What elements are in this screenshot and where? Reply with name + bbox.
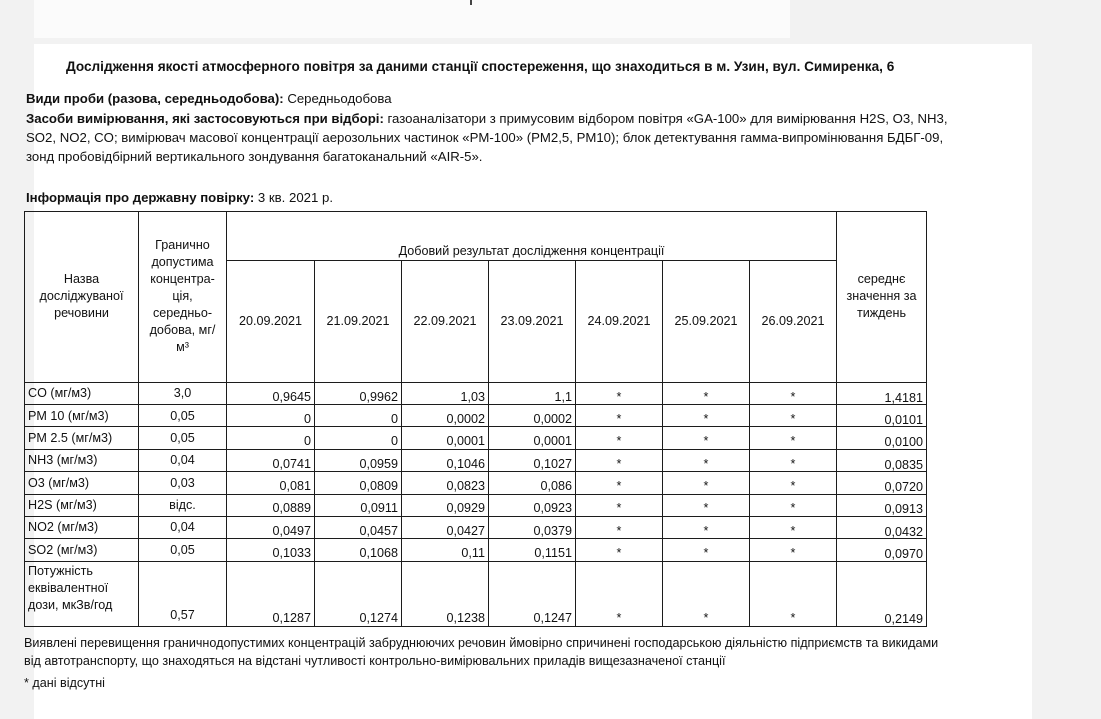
daily-value: 1,1: [489, 382, 576, 404]
previous-page-strip: [34, 0, 790, 38]
date-header: 25.09.2021: [663, 261, 750, 383]
weekly-average-value: 0,0970: [837, 539, 927, 561]
daily-value: 0: [315, 405, 402, 427]
weekly-average-value: 0,0720: [837, 472, 927, 494]
daily-value: 0: [227, 427, 315, 449]
daily-value: 0,0001: [402, 427, 489, 449]
verification-line: [26, 190, 333, 205]
sample-type-label: Види проби (разова, середньодобова):: [26, 91, 284, 106]
missing-value: *: [576, 472, 663, 494]
daily-value: 0,1274: [315, 561, 402, 626]
daily-value: 0,0427: [402, 516, 489, 538]
weekly-average-value: 0,0432: [837, 516, 927, 538]
daily-value: 0,086: [489, 472, 576, 494]
missing-value: *: [750, 382, 837, 404]
date-header: 23.09.2021: [489, 261, 576, 383]
missing-value: *: [750, 561, 837, 626]
exceedance-note: Виявлені перевищення граничнодопустимих концентрацій забруднюючих речовин ймовірно спричинені господарською діяльністю підприємств та викидами від автотранспорту, що знаходяться на відстані чутливості контрольно-вимірювальних приладів вищезазначеної станції: [24, 636, 939, 668]
table-row: [25, 561, 927, 626]
date-header: 22.09.2021: [402, 261, 489, 383]
date-header: 20.09.2021: [227, 261, 315, 383]
daily-value: 0,0741: [227, 449, 315, 471]
substance-name: O3 (мг/м3): [25, 472, 139, 494]
daily-value: 0,0497: [227, 516, 315, 538]
missing-value: *: [663, 472, 750, 494]
missing-value: *: [750, 516, 837, 538]
substance-name: H2S (мг/м3): [25, 494, 139, 516]
daily-value: 0,11: [402, 539, 489, 561]
daily-value: 0,081: [227, 472, 315, 494]
missing-value: *: [576, 449, 663, 471]
substance-name: SO2 (мг/м3): [25, 539, 139, 561]
equipment-label: Засоби вимірювання, які застосовуються при відборі:: [26, 111, 384, 126]
weekly-average-value: 0,0913: [837, 494, 927, 516]
daily-value: 0: [227, 405, 315, 427]
daily-value: 0,1238: [402, 561, 489, 626]
missing-value: *: [750, 427, 837, 449]
missing-value: *: [576, 405, 663, 427]
verification-value: 3 кв. 2021 р.: [257, 190, 333, 205]
limit-value: 0,05: [139, 405, 227, 427]
daily-value: 0,0809: [315, 472, 402, 494]
missing-value: *: [750, 494, 837, 516]
missing-value: *: [750, 539, 837, 561]
missing-value: *: [663, 382, 750, 404]
table-row: [25, 516, 927, 538]
daily-value: 0,0002: [489, 405, 576, 427]
table-row: [25, 539, 927, 561]
missing-value: *: [663, 427, 750, 449]
equipment-paragraph: [26, 109, 966, 166]
missing-data-footnote: * дані відсутні: [24, 676, 105, 690]
weekly-average-value: 0,2149: [837, 561, 927, 626]
daily-results-header: Добовий результат дослідження концентрації: [227, 212, 837, 261]
daily-value: 0,1287: [227, 561, 315, 626]
sample-type-value: Середньодобова: [287, 91, 392, 106]
daily-value: 0,1046: [402, 449, 489, 471]
daily-value: 0,0002: [402, 405, 489, 427]
table-body: [25, 212, 927, 627]
daily-value: 0,0911: [315, 494, 402, 516]
weekly-average-value: 0,0101: [837, 405, 927, 427]
missing-value: *: [750, 472, 837, 494]
results-table: [24, 211, 927, 627]
limit-value: 0,05: [139, 539, 227, 561]
daily-value: 0,0889: [227, 494, 315, 516]
limit-value: 0,04: [139, 449, 227, 471]
limit-value: 3,0: [139, 382, 227, 404]
missing-value: *: [576, 382, 663, 404]
daily-value: 0,1247: [489, 561, 576, 626]
missing-value: *: [663, 539, 750, 561]
daily-value: 0,0923: [489, 494, 576, 516]
limit-header: Гранично допустима концентра-ція, середньо-добова, мг/м³: [139, 212, 227, 383]
missing-value: *: [663, 516, 750, 538]
daily-value: 0,1027: [489, 449, 576, 471]
date-header: 21.09.2021: [315, 261, 402, 383]
sample-type-line: [26, 89, 966, 108]
weekly-average-value: 1,4181: [837, 382, 927, 404]
weekly-average-header: середнє значення за тиждень: [837, 212, 927, 383]
daily-value: 0,0379: [489, 516, 576, 538]
substance-name: NH3 (мг/м3): [25, 449, 139, 471]
scan-mark: [470, 0, 472, 5]
missing-value: *: [576, 427, 663, 449]
equipment-value: газоаналізатори з примусовим відбором повітря «GA-100» для вимірювання H2S, O3, NH3, SO2, NO2, CO; вимірювач масової концентрації аерозольних частинок «PM-100» (PM2,5, PM10); блок детектування гамма-випромінювання БДБГ-09, зонд пробовідбірний вертикального зондування багатоканальний «AIR-5».: [26, 111, 948, 164]
daily-value: 1,03: [402, 382, 489, 404]
daily-value: 0,0001: [489, 427, 576, 449]
table-row: [25, 405, 927, 427]
missing-value: *: [576, 494, 663, 516]
daily-value: 0,0959: [315, 449, 402, 471]
missing-value: *: [663, 494, 750, 516]
limit-value: 0,04: [139, 516, 227, 538]
substance-name: PM 10 (мг/м3): [25, 405, 139, 427]
missing-value: *: [576, 561, 663, 626]
daily-value: 0: [315, 427, 402, 449]
document-title: Дослідження якості атмосферного повітря за даними станції спостереження, що знаходиться в м. Узин, вул. Симиренка, 6: [66, 59, 895, 74]
substance-name: CO (мг/м3): [25, 382, 139, 404]
daily-value: 0,0929: [402, 494, 489, 516]
date-header: 24.09.2021: [576, 261, 663, 383]
table-row: [25, 427, 927, 449]
limit-value: відс.: [139, 494, 227, 516]
missing-value: *: [576, 516, 663, 538]
header-row-1: [25, 212, 927, 261]
daily-value: 0,9962: [315, 382, 402, 404]
substance-name: PM 2.5 (мг/м3): [25, 427, 139, 449]
verification-label: Інформація про державну повірку:: [26, 190, 255, 205]
daily-value: 0,0823: [402, 472, 489, 494]
missing-value: *: [750, 405, 837, 427]
substance-header: Назва досліджуваної речовини: [25, 212, 139, 383]
daily-value: 0,1068: [315, 539, 402, 561]
missing-value: *: [576, 539, 663, 561]
daily-value: 0,0457: [315, 516, 402, 538]
substance-name: NO2 (мг/м3): [25, 516, 139, 538]
table-row: [25, 494, 927, 516]
weekly-average-value: 0,0100: [837, 427, 927, 449]
limit-value: 0,57: [139, 561, 227, 626]
table-row: [25, 382, 927, 404]
daily-value: 0,9645: [227, 382, 315, 404]
missing-value: *: [663, 405, 750, 427]
daily-value: 0,1151: [489, 539, 576, 561]
limit-value: 0,05: [139, 427, 227, 449]
missing-value: *: [750, 449, 837, 471]
daily-value: 0,1033: [227, 539, 315, 561]
limit-value: 0,03: [139, 472, 227, 494]
missing-value: *: [663, 449, 750, 471]
table-row: [25, 472, 927, 494]
weekly-average-value: 0,0835: [837, 449, 927, 471]
date-header: 26.09.2021: [750, 261, 837, 383]
substance-name: Потужність еквівалентної дози, мкЗв/год: [25, 561, 139, 626]
missing-value: *: [663, 561, 750, 626]
table-row: [25, 449, 927, 471]
